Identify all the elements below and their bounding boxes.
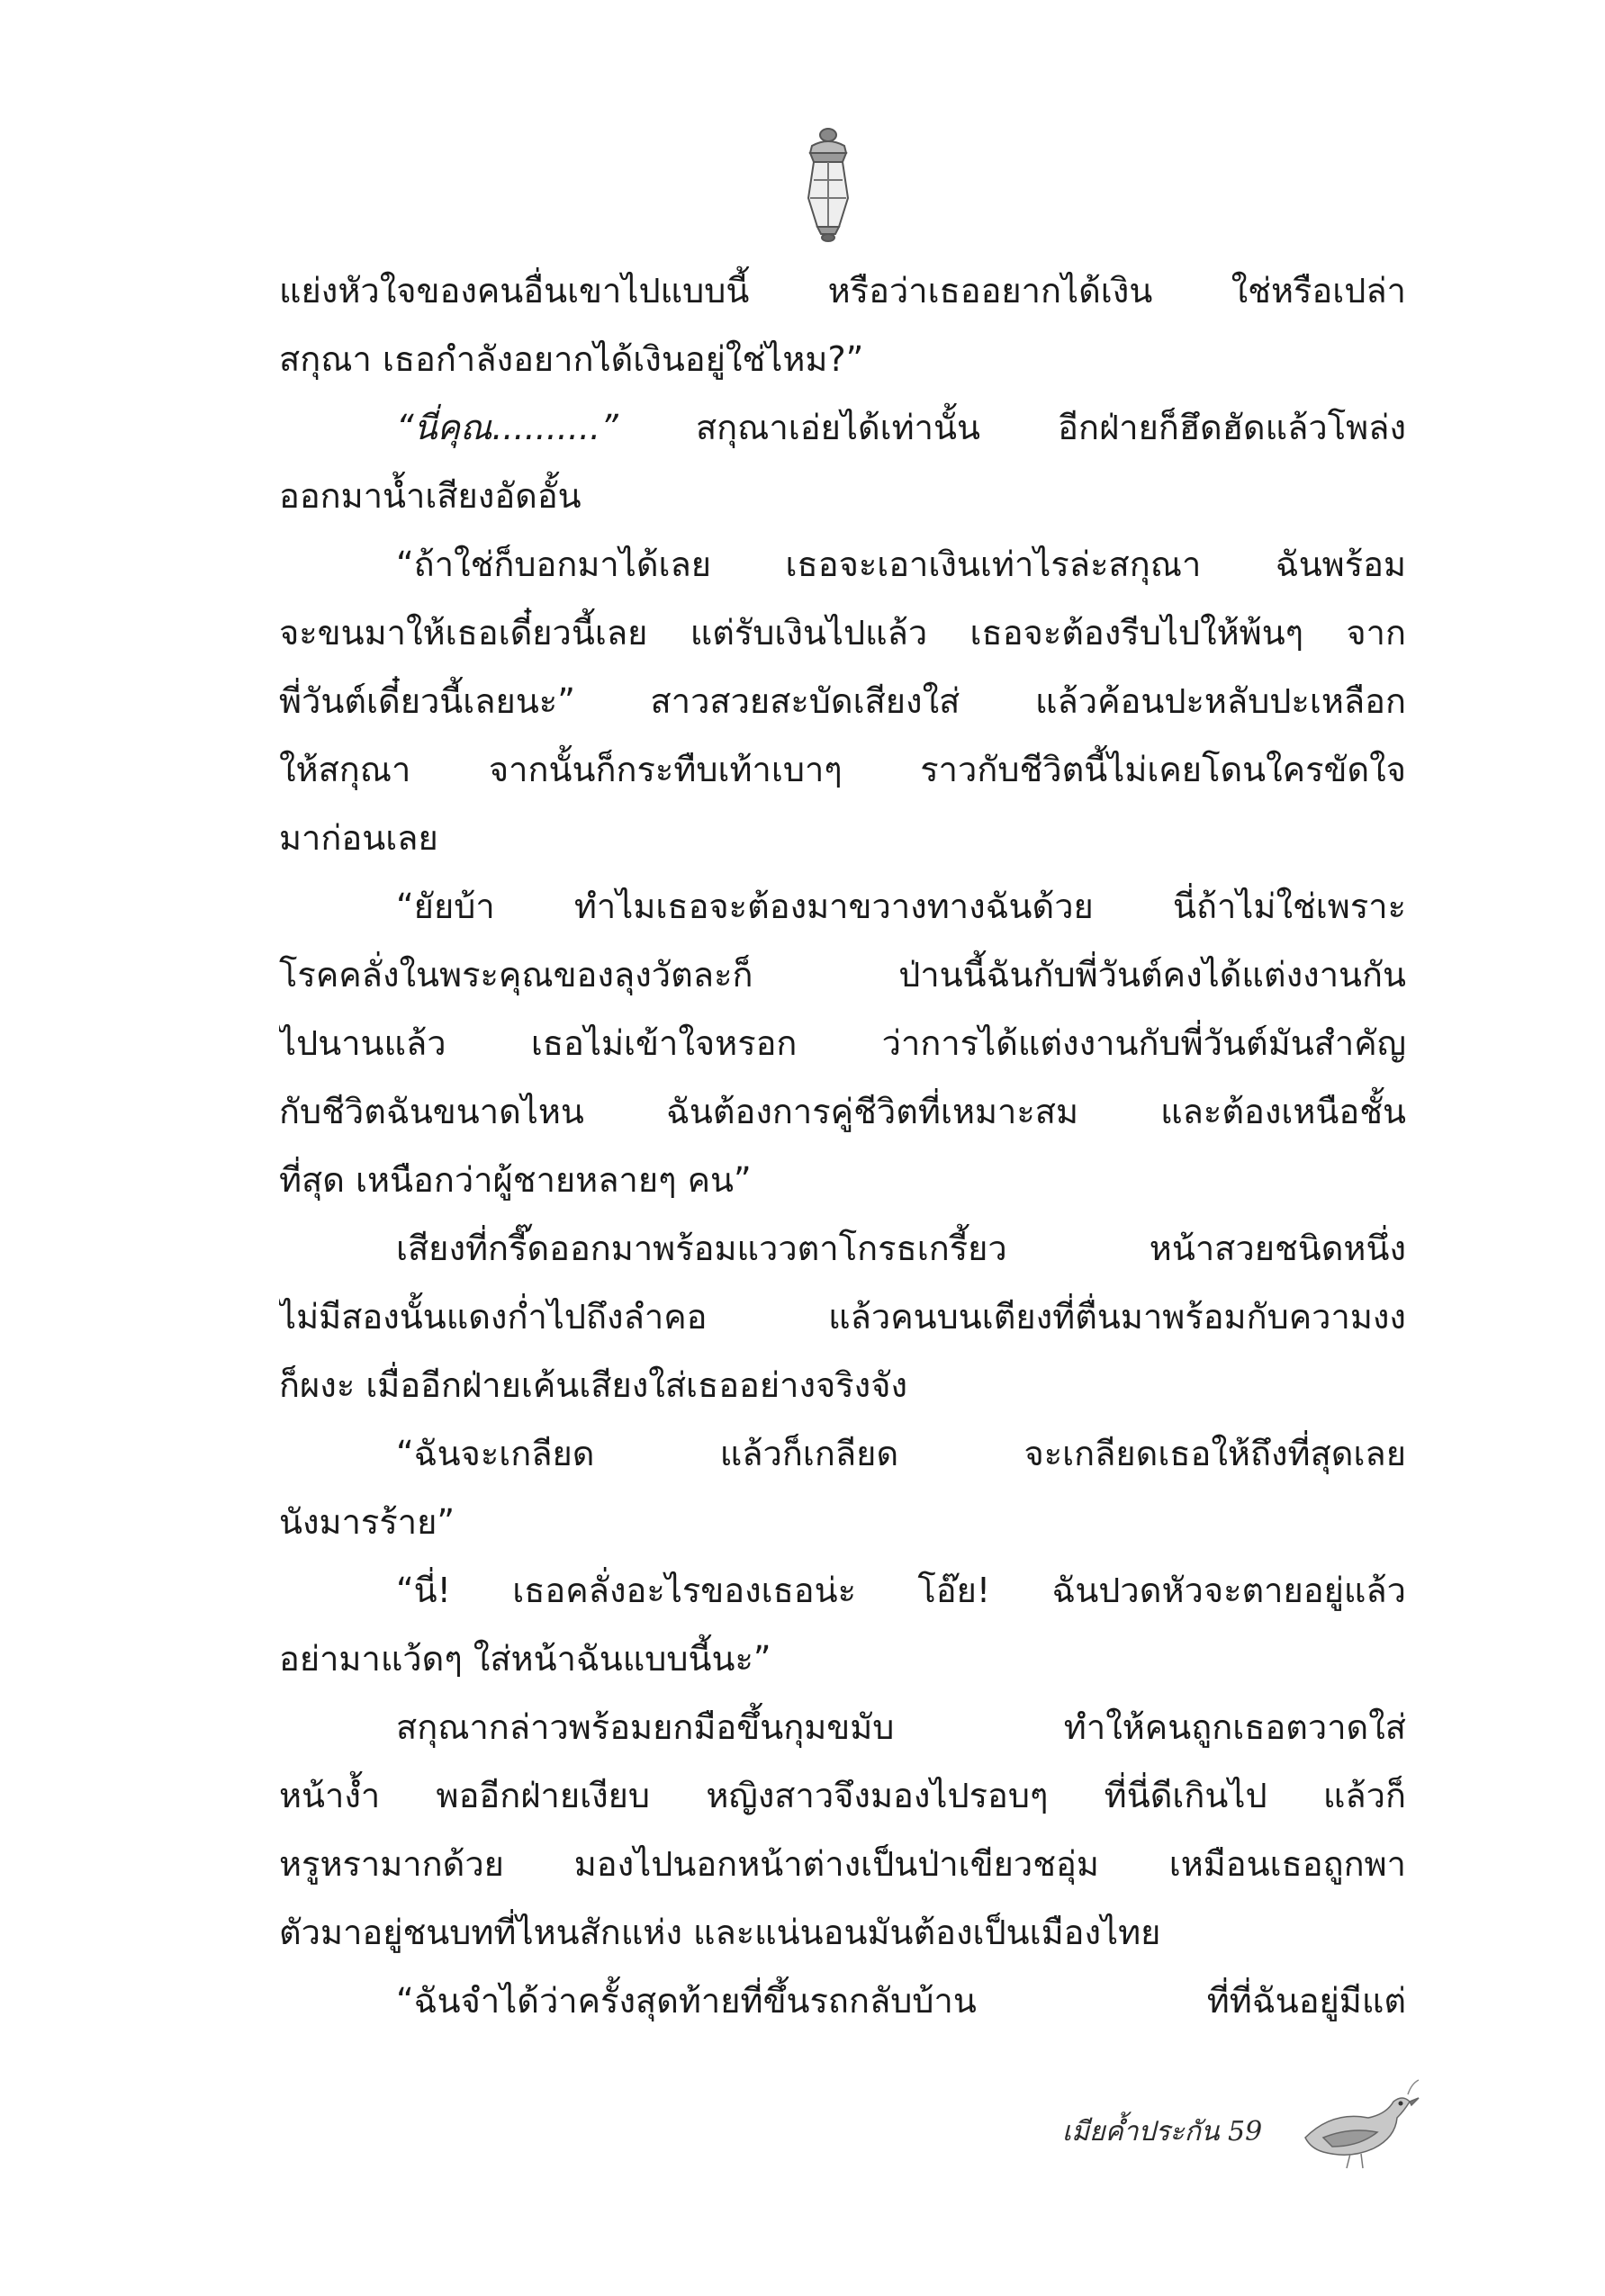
bird-icon [1296,2075,1422,2183]
text-line: กับชีวิตฉันขนาดไหน ฉันต้องการคู่ชีวิตที่เหมาะสม และต้องเหนือชั้น [279,1092,1406,1131]
text-fragment: สกุณาเอ่ยได้เท่านั้น อีกฝ่ายก็ฮึดฮัดแล้วโพล่ง [618,408,1406,447]
text-line: พี่วันต์เดี๋ยวนี้เลยนะ” สาวสวยสะบัดเสียงใส่ แล้วค้อนปะหลับปะเหลือก [279,681,1406,721]
page-footer [1044,2075,1422,2183]
text-line: หน้างํ้า พออีกฝ่ายเงียบ หญิงสาวจึงมองไปรอบๆ ที่นี่ดีเกินไป แล้วก็ [279,1776,1406,1815]
text-line: หรูหรามากด้วย มองไปนอกหน้าต่างเป็นป่าเขียวชอุ่ม เหมือนเธอถูกพา [279,1844,1406,1884]
text-line: ที่สุด เหนือกว่าผู้ชายหลายๆ คน” [279,1160,752,1200]
text-line: อย่ามาแว้ดๆ ใส่หน้าฉันแบบนี้นะ” [279,1639,771,1679]
text-line: “ยัยบ้า ทำไมเธอจะต้องมาขวางทางฉันด้วย นี่ถ้าไม่ใช่เพราะ [396,887,1406,926]
text-line: ก็ผงะ เมื่ออีกฝ่ายเค้นเสียงใส่เธออย่างจริงจัง [279,1365,908,1405]
text-line: มาก่อนเลย [279,818,438,858]
text-line: “ถ้าใช่ก็บอกมาได้เลย เธอจะเอาเงินเท่าไรล่ะสกุณา ฉันพร้อม [396,545,1406,584]
quote-fragment: “นี่คุณ..........” [396,408,618,447]
lantern-icon [792,126,864,243]
page-number: 59 [1228,2116,1263,2147]
text-line [279,393,1406,462]
text-line: ตัวมาอยู่ชนบทที่ไหนสักแห่ง และแน่นอนมันต้องเป็นเมืองไทย [279,1913,1161,1952]
text-line: “นี่! เธอคลั่งอะไรของเธอน่ะ โอ๊ย! ฉันปวดหัวจะตายอยู่แล้ว [396,1571,1406,1610]
text-line: ให้สกุณา จากนั้นก็กระทืบเท้าเบาๆ ราวกับชีวิตนี้ไม่เคยโดนใครขัดใจ [279,750,1406,789]
text-line: โรคคลั่งในพระคุณของลุงวัตละก็ ป่านนี้ฉันกับพี่วันต์คงได้แต่งงานกัน [279,955,1406,995]
text-line: สกุณา เธอกำลังอยากได้เงินอยู่ใช่ไหม?” [279,339,864,379]
text-line: ออกมาน้ำเสียงอัดอั้น [279,476,582,516]
running-footer [1062,2111,1262,2153]
text-line: นังมารร้าย” [279,1502,455,1542]
text-line: “ฉันจะเกลียด แล้วก็เกลียด จะเกลียดเธอให้ถึงที่สุดเลย [396,1434,1406,1473]
text-line: จะขนมาให้เธอเดี๋ยวนี้เลย แต่รับเงินไปแล้ว เธอจะต้องรีบไปให้พ้นๆ จาก [279,613,1406,653]
text-line: สกุณากล่าวพร้อมยกมือขึ้นกุมขมับ ทำให้คนถูกเธอตวาดใส่ [396,1707,1406,1747]
body-text [279,257,1406,2035]
text-line: ไปนานแล้ว เธอไม่เข้าใจหรอก ว่าการได้แต่งงานกับพี่วันต์มันสำคัญ [279,1023,1406,1063]
text-line: “ฉันจำได้ว่าครั้งสุดท้ายที่ขึ้นรถกลับบ้าน ที่ที่ฉันอยู่มีแต่ [396,1981,1406,2021]
text-line: เสียงที่กรี๊ดออกมาพร้อมแววตาโกรธเกรี้ยว หน้าสวยชนิดหนึ่ง [396,1229,1406,1268]
text-line: ไม่มีสองนั้นแดงก่ำไปถึงลำคอ แล้วคนบนเตียงที่ตื่นมาพร้อมกับความงง [279,1297,1406,1337]
book-title: เมียค้ำประกัน [1062,2116,1220,2147]
text-line: แย่งหัวใจของคนอื่นเขาไปแบบนี้ หรือว่าเธออยากได้เงิน ใช่หรือเปล่า [279,271,1406,311]
